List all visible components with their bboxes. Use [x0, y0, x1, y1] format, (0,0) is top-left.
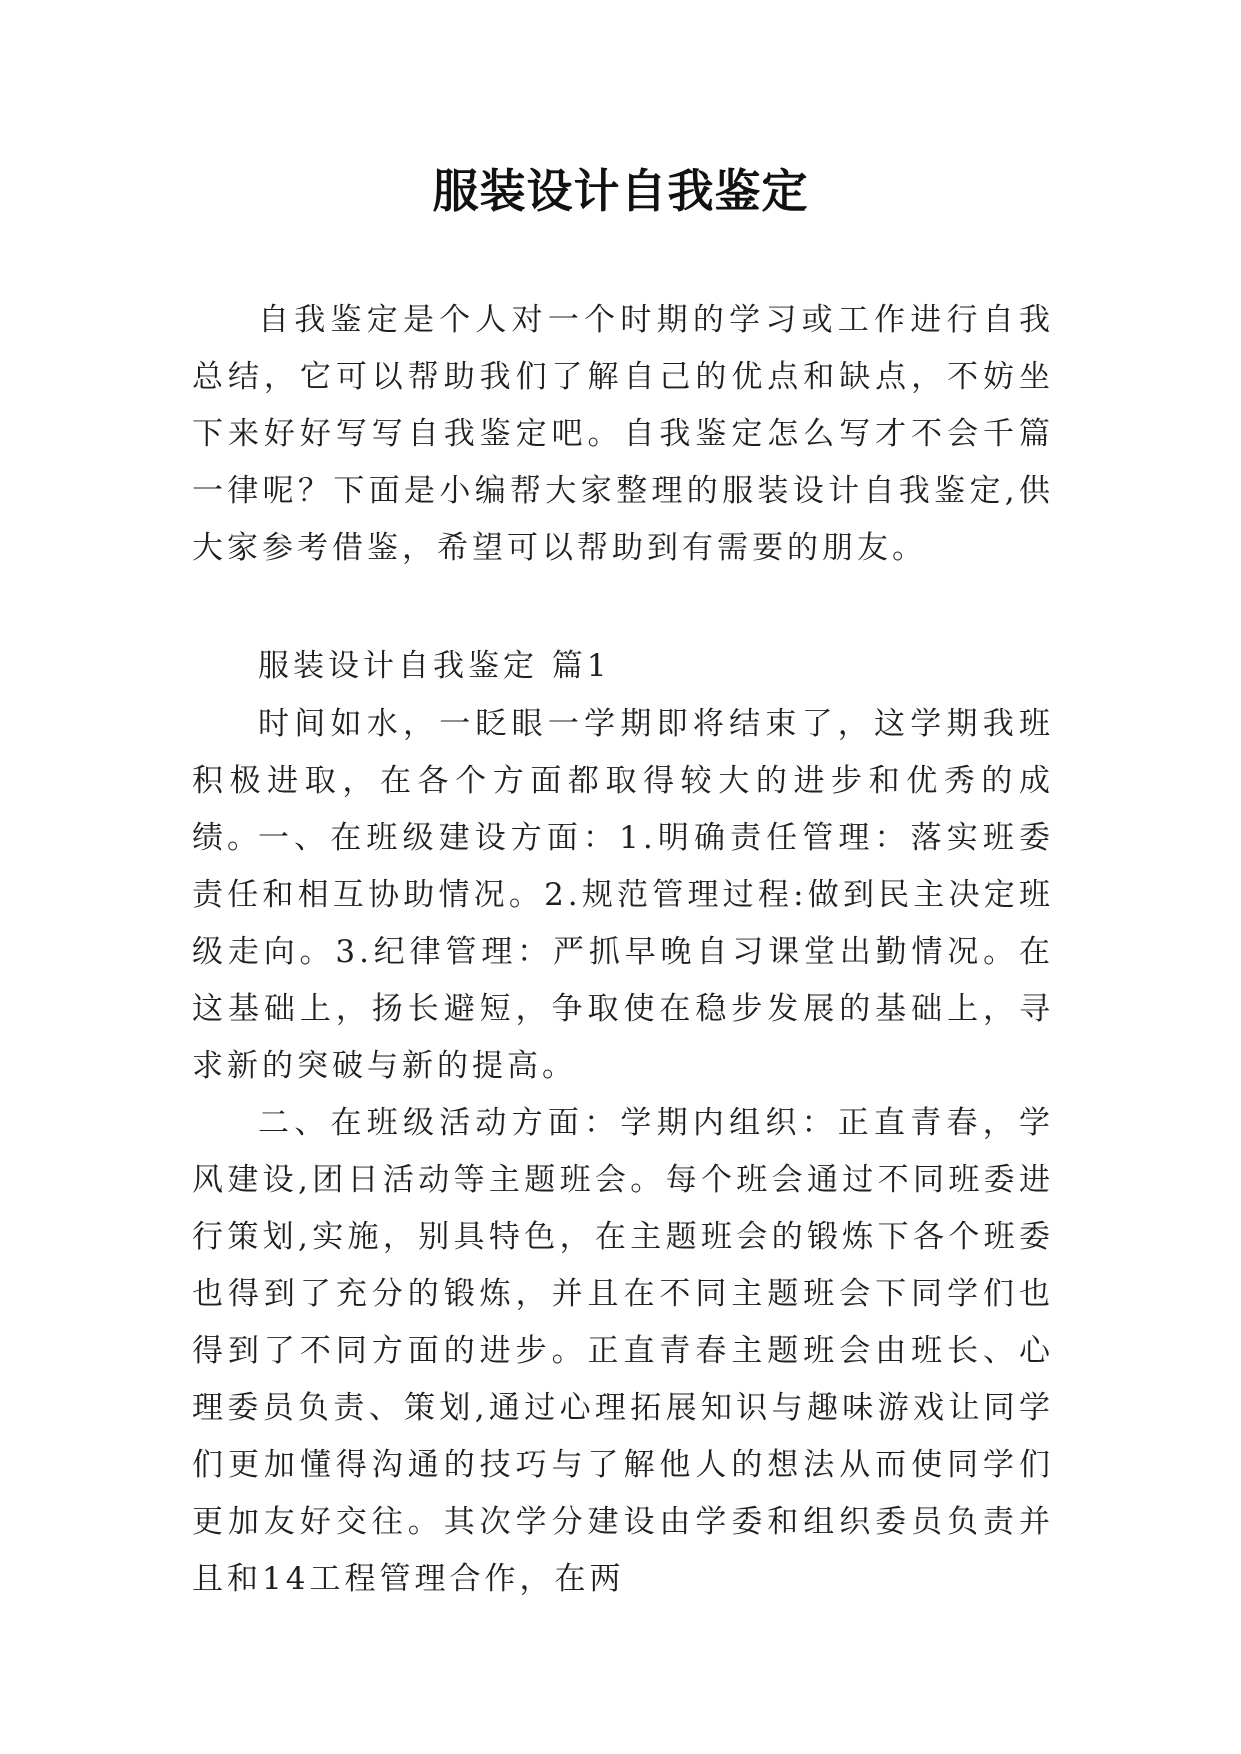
body-paragraph-2: 一、在班级建设方面：1.明确责任管理：落实班委责任和相互协助情况。2.规范管理过程:做到民主决定班级走向。3.纪律管理：严抓早晚自习课堂出勤情况。在这基础上，扬长避短，争取使在稳步发展的基础上，寻求新的突破与新的提高。 — [192, 820, 1054, 1084]
intro-paragraph: 自我鉴定是个人对一个时期的学习或工作进行自我总结，它可以帮助我们了解自己的优点和缺点，不妨坐下来好好写写自我鉴定吧。自我鉴定怎么写才不会千篇一律呢？下面是小编帮大家整理的服装设计自我鉴定,供大家参考借鉴，希望可以帮助到有需要的朋友。 — [192, 302, 1054, 566]
body-paragraph-3: 二、在班级活动方面：学期内组织：正直青春，学风建设,团日活动等主题班会。每个班会通过不同班委进行策划,实施，别具特色，在主题班会的锻炼下各个班委也得到了充分的锻炼，并且在不同主题班会下同学们也得到了不同方面的进步。正直青春主题班会由班长、心理委员负责、策划,通过心理拓展知识与趣味游戏让同学们更加懂得沟通的技巧与了解他人的想法从而使同学们更加友好交往。其次学分建设由学委和组织委员负责并且和14工程管理合作，在两 — [192, 1105, 1054, 1597]
body-paragraph-1: 时间如水，一眨眼一学期即将结束了，这学期我班积极进取，在各个方面都取得较大的进步和优秀的成绩。 — [192, 706, 1054, 856]
section-heading: 服装设计自我鉴定 篇1 — [258, 648, 611, 684]
document-title: 服装设计自我鉴定 — [432, 164, 809, 218]
